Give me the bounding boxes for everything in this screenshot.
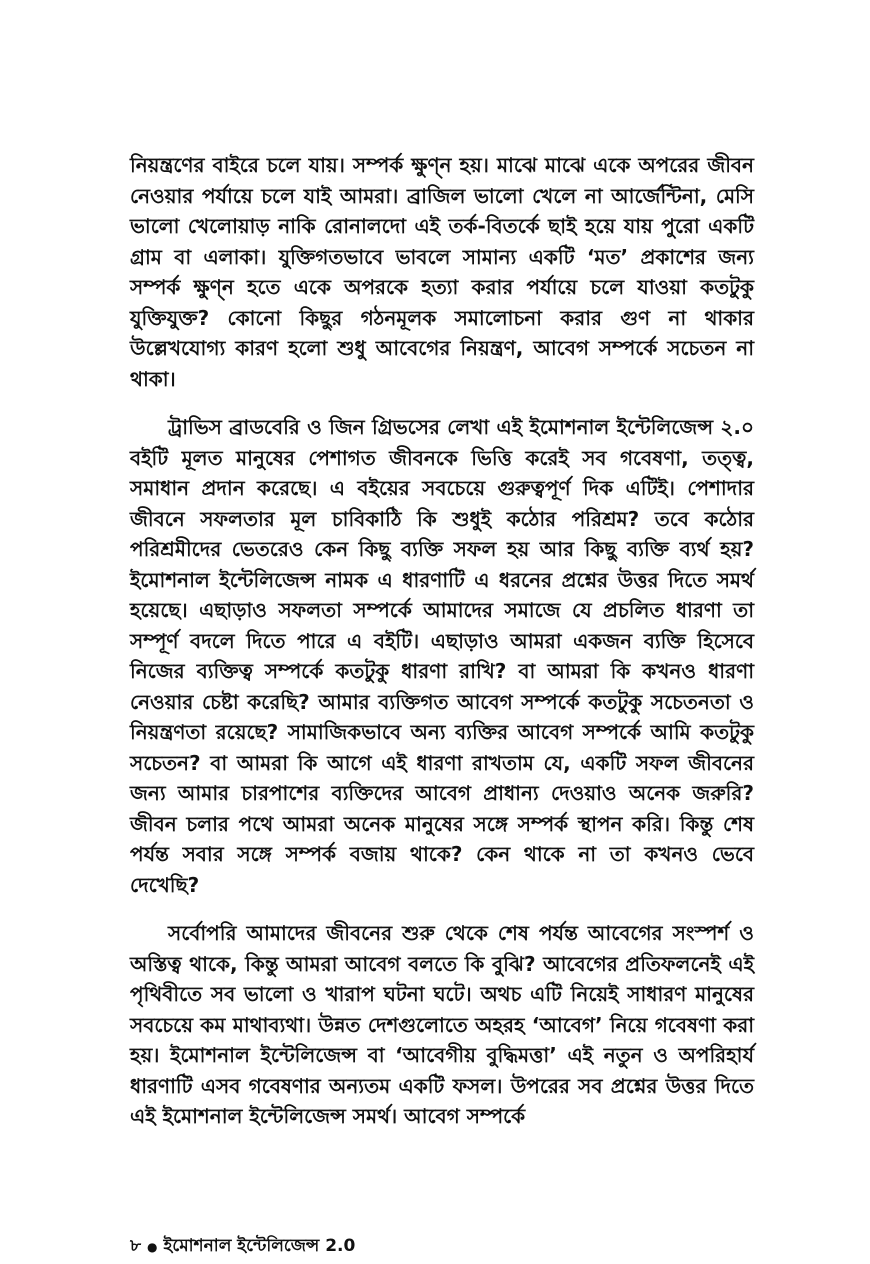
page-footer <box>130 1233 355 1261</box>
paragraph-1: নিয়ন্ত্রণের বাইরে চলে যায়। সম্পর্ক ক্ষুণ্ন হয়। মাঝে মাঝে একে অপরের জীবন নেওয়ার পর্যায়ে চলে যাই আমরা। ব্রাজিল ভালো খেলে না আর্জেন্টিনা, মেসি ভালো খেলোয়াড় নাকি রোনালদো এই তর্ক-বিতর্কে ছাই হয়ে যায় পুরো একটি গ্রাম বা এলাকা। যুক্তিগতভাবে ভাবলে সামান্য একটি ‘মত’ প্রকাশের জন্য সম্পর্ক ক্ষুণ্ন হতে একে অপরকে হত্যা করার পর্যায়ে চলে যাওয়া কতটুকু যুক্তিযুক্ত? কোনো কিছুর গঠনমূলক সমালোচনা করার গুণ না থাকার উল্লেখযোগ্য কারণ হলো শুধু আবেগের নিয়ন্ত্রণ, আবেগ সম্পর্কে সচেতন না থাকা। <box>130 153 754 391</box>
running-title: ইমোশনাল ইন্টেলিজেন্স 2.0 <box>163 1236 356 1256</box>
bullet-separator: ● <box>147 1240 158 1254</box>
body-text <box>130 150 754 1132</box>
paragraph-2: ট্রাভিস ব্রাডবেরি ও জিন গ্রিভসের লেখা এই ইমোশনাল ইন্টেলিজেন্স ২.০ বইটি মূলত মানুষের পেশাগত জীবনকে ভিত্তি করেই সব গবেষণা, তত্ত্ব, সমাধান প্রদান করেছে। এ বইয়ের সবচেয়ে গুরুত্বপূর্ণ দিক এটিই। পেশাদার জীবনে সফলতার মূল চাবিকাঠি কি শুধুই কঠোর পরিশ্রম? তবে কঠোর পরিশ্রমীদের ভেতরেও কেন কিছু ব্যক্তি সফল হয় আর কিছু ব্যক্তি ব্যর্থ হয়? ইমোশনাল ইন্টেলিজেন্স নামক এ ধারণাটি এ ধরনের প্রশ্নের উত্তর দিতে সমর্থ হয়েছে। এছাড়াও সফলতা সম্পর্কে আমাদের সমাজে যে প্রচলিত ধারণা তা সম্পূর্ণ বদলে দিতে পারে এ বইটি। এছাড়াও আমরা একজন ব্যক্তি হিসেবে নিজের ব্যক্তিত্ব সম্পর্কে কতটুকু ধারণা রাখি? বা আমরা কি কখনও ধারণা নেওয়ার চেষ্টা করেছি? আমার ব্যক্তিগত আবেগ সম্পর্কে কতটুকু সচেতনতা ও নিয়ন্ত্রণতা রয়েছে? সামাজিকভাবে অন্য ব্যক্তির আবেগ সম্পর্কে আমি কতটুকু সচেতন? বা আমরা কি আগে এই ধারণা রাখতাম যে, একটি সফল জীবনের জন্য আমার চারপাশের ব্যক্তিদের আবেগ প্রাধান্য দেওয়াও অনেক জরুরি? জীবন চলার পথে আমরা অনেক মানুষের সঙ্গে সম্পর্ক স্থাপন করি। কিন্তু শেষ পর্যন্ত সবার সঙ্গে সম্পর্ক বজায় থাকে? কেন থাকে না তা কখনও ভেবে দেখেছি? <box>130 415 754 897</box>
paragraph-3: সর্বোপরি আমাদের জীবনের শুরু থেকে শেষ পর্যন্ত আবেগের সংস্পর্শ ও অস্তিত্ব থাকে, কিন্তু আমরা আবেগ বলতে কি বুঝি? আবেগের প্রতিফলনেই এই পৃথিবীতে সব ভালো ও খারাপ ঘটনা ঘটে। অথচ এটি নিয়েই সাধারণ মানুষের সবচেয়ে কম মাথাব্যথা। উন্নত দেশগুলোতে অহরহ ‘আবেগ’ নিয়ে গবেষণা করা হয়। ইমোশনাল ইন্টেলিজেন্স বা ‘আবেগীয় বুদ্ধিমত্তা’ এই নতুন ও অপরিহার্য ধারণাটি এসব গবেষণার অন্যতম একটি ফসল। উপরের সব প্রশ্নের উত্তর দিতে এই ইমোশনাল ইন্টেলিজেন্স সমর্থ। আবেগ সম্পর্কে <box>130 921 754 1128</box>
page-number: ৮ <box>130 1236 142 1256</box>
